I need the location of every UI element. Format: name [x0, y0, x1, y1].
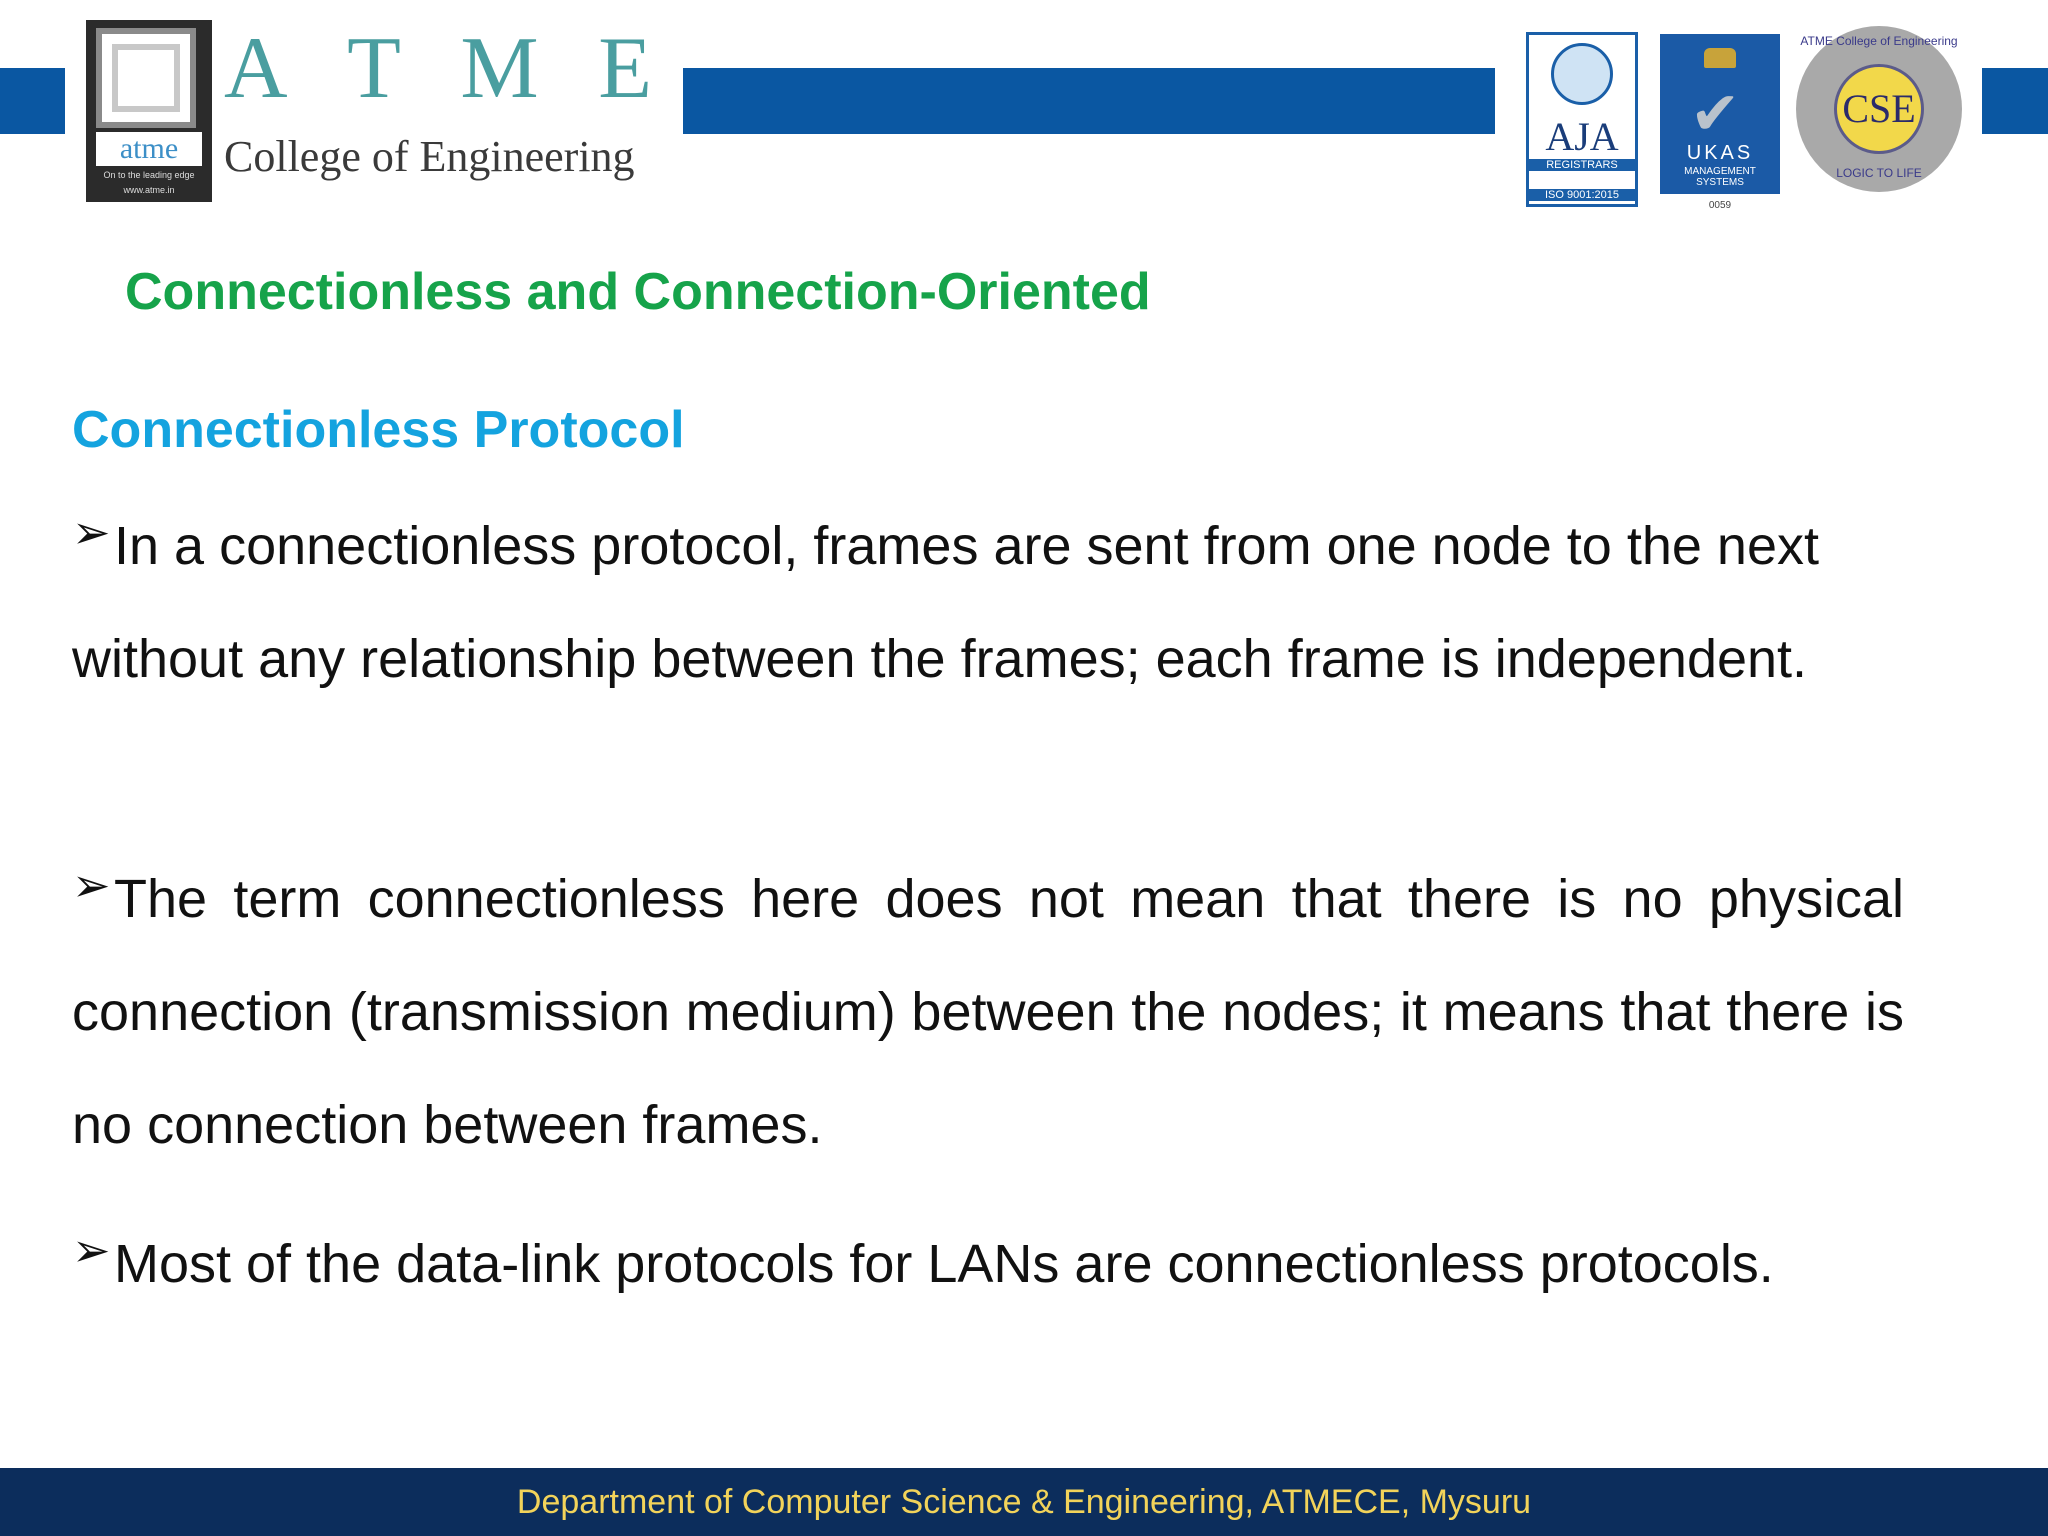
- slide-title: Connectionless and Connection-Oriented: [125, 263, 1151, 321]
- logo-url: www.atme.in: [123, 185, 175, 195]
- footer-bar: [0, 1468, 2048, 1536]
- ukas-number: 0059: [1708, 200, 1732, 211]
- arrow-bullet-icon: ➢: [72, 859, 111, 911]
- cse-ring-top-text: ATME College of Engineering: [1800, 34, 1958, 48]
- ukas-certification-logo: [1660, 34, 1780, 194]
- footer-text: Department of Computer Science & Engineering, ATMECE, Mysuru: [516, 1483, 1532, 1521]
- logo-atme-text: atme: [96, 132, 202, 166]
- aja-label: AJA: [1545, 114, 1619, 159]
- ukas-sub-label: MANAGEMENT SYSTEMS: [1684, 166, 1756, 188]
- cse-ring-bottom-text: LOGIC TO LIFE: [1836, 166, 1922, 180]
- bullet-text: In a connectionless protocol, frames are sent from one node to the next without any relationship between the frames; each frame is independent.: [72, 516, 1819, 689]
- checkmark-icon: ✔: [1690, 80, 1741, 147]
- brand-letter: E: [598, 20, 652, 117]
- aja-registrars: REGISTRARS: [1529, 159, 1635, 171]
- cse-label: CSE: [1842, 86, 1916, 131]
- header-band-right: [1982, 68, 2048, 134]
- section-subheading: Connectionless Protocol: [72, 401, 685, 459]
- header-band-middle: [683, 68, 1495, 134]
- bullet-text: Most of the data-link protocols for LANs are connectionless protocols.: [114, 1234, 1774, 1294]
- bullet-item: [72, 1208, 1904, 1321]
- atme-logo: [86, 20, 212, 202]
- ukas-label: UKAS: [1686, 142, 1754, 164]
- bullet-item: [72, 490, 1904, 716]
- arrow-bullet-icon: ➢: [72, 506, 111, 558]
- globe-icon: [1551, 43, 1613, 105]
- bullet-text: The term connectionless here does not mean that there is no physical connection (transmission medium) between the nodes; it means that there is no connection between frames.: [72, 869, 1904, 1155]
- aja-certification-logo: [1526, 32, 1638, 207]
- cse-badge: [1834, 64, 1924, 154]
- brand-letter: A: [224, 20, 288, 117]
- brand-name: [224, 20, 652, 117]
- arrow-bullet-icon: ➢: [72, 1224, 111, 1276]
- brand-letter: T: [347, 20, 401, 117]
- brand-subtitle: College of Engineering: [224, 132, 635, 181]
- crown-icon: [1704, 48, 1736, 68]
- logo-tagline: On to the leading edge: [103, 170, 195, 180]
- cse-department-logo: [1796, 26, 1962, 192]
- logo-frame-icon: [96, 28, 196, 128]
- header-band-left: [0, 68, 65, 134]
- aja-iso-label: ISO 9001:2015: [1529, 189, 1635, 201]
- brand-letter: M: [460, 20, 539, 117]
- bullet-item: [72, 843, 1904, 1182]
